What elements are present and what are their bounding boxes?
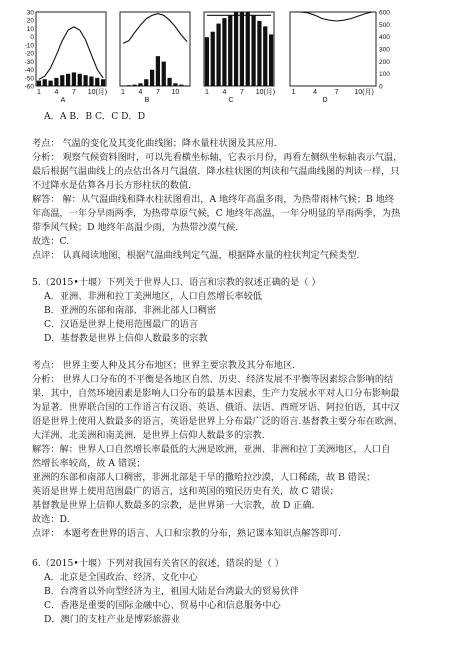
chart-d-precip-tick: 300: [379, 46, 390, 54]
chart-b-precip-bar: [156, 56, 160, 86]
chart-c-precip-bar: [228, 15, 232, 86]
chart-d-x-tick: 4: [313, 89, 318, 96]
q5-option-d: D．基督教是世界上信仰人数最多的宗教: [44, 333, 208, 344]
chart-d-temperature-line: [294, 12, 373, 21]
climate-charts-svg: [14, 6, 459, 106]
q5-option-a: A．亚洲、非洲和拉丁美洲地区，人口自然增长率较低: [44, 291, 262, 302]
chart-a-temp-tick: -10: [24, 42, 34, 50]
chart-a-x-tick: 7: [71, 89, 76, 96]
chart-d-frame: [290, 12, 376, 86]
chart-a-precip-bar: [37, 81, 41, 86]
chart-b-x-tick: 4: [138, 89, 143, 96]
chart-b-precip-bar: [150, 70, 154, 86]
chart-a-precip-bar: [43, 79, 47, 86]
chart-c-x-tick: 7: [239, 89, 244, 96]
chart-c-x-tick: 4: [222, 89, 227, 96]
q6-option-a: A．北京是全国政治、经济、文化中心: [44, 572, 198, 583]
q6-stem: 6.（2015•十堰）下列对我国有关省区的叙述，错误的是（ ）: [32, 558, 284, 569]
chart-d-precip-tick: 600: [379, 9, 390, 17]
answer-options: A．A B．B C．C D．D: [44, 111, 146, 122]
chart-b-x-tick: 10: [171, 89, 180, 96]
chart-b-precip-bar: [173, 83, 177, 86]
chart-d-precip-tick: 200: [379, 58, 390, 66]
chart-a-frame: [36, 12, 106, 86]
chart-a-precip-bar: [89, 77, 93, 86]
q5-kaodian: 考点： 世界主要人种及其分布地区；世界主要宗教及其分布地区.: [32, 360, 296, 371]
chart-a-temp-tick: -20: [24, 50, 34, 58]
chart-a-precip-bar: [78, 74, 82, 86]
chart-b-precip-bar: [144, 79, 148, 86]
q5-stem: 5.（2015•十堰）下列关于世界人口、语言和宗教的叙述正确的是（ ）: [32, 277, 321, 288]
chart-d-precip-tick: 100: [379, 71, 390, 79]
q4-jieda-2: 年高温，一年分旱雨两季，为热带草原气候，C 地终年高温，一年分明显的旱雨两季，为热: [32, 208, 401, 219]
chart-c-precip-bar: [251, 15, 255, 86]
q6-option-c: C．香港是重要的国际金融中心、贸易中心和信息服务中心: [44, 600, 281, 611]
chart-a-precip-bar: [60, 75, 64, 86]
chart-a-label: A: [60, 97, 66, 104]
q4-jieda-1: 解答： 解：从气温曲线和降水柱状图看出，A 地终年高温多雨，为热带雨林气候；B 地终: [32, 194, 395, 205]
chart-b-precip-bar: [127, 85, 131, 86]
chart-c-precip-bar: [222, 18, 226, 86]
chart-a-precip-bar: [95, 78, 99, 86]
q5-fenxi-2: 果．其中，自然环境因素是影响人口分布的最基本因素，生产力发展水平对人口分布影响最: [32, 388, 400, 399]
chart-c-label: C: [228, 97, 234, 104]
chart-d-label: D: [322, 97, 328, 104]
chart-b-precip-bar: [132, 85, 136, 86]
chart-a-temp-tick: -50: [24, 75, 34, 83]
chart-a-precip-bar: [54, 78, 58, 86]
chart-d-x-tick: 10(月): [354, 89, 374, 96]
q4-dianping: 点评： 认真阅读地图，根据气温曲线判定气温，根据降水量的柱状判定气候类型.: [32, 250, 360, 261]
chart-d-x-tick: 1: [291, 89, 296, 96]
chart-b-frame: [120, 12, 190, 86]
q5-answer: 故选：D.: [32, 514, 70, 525]
chart-a-x-tick: 4: [54, 89, 59, 96]
chart-b-label: B: [144, 97, 150, 104]
q5-fenxi-3: 为显著．世界联合国的工作语言有汉语、英语、俄语、法语、西班牙语、阿拉伯语，其中汉: [32, 402, 400, 413]
q4-fenxi-2: 最后根据气温曲线上的点估出各月气温值．降水柱状图的判读和气温曲线图的判读一样，只: [32, 166, 400, 177]
q5-jieda-5: 基督教是世界上信仰人数最多的宗教，是世界第一大宗教，故 D 正确.: [32, 500, 315, 511]
chart-d-precip-tick: 500: [379, 21, 390, 29]
chart-c-precip-bar: [246, 12, 250, 86]
q6-option-d: D．澳门的支柱产业是博彩旅游业: [44, 614, 180, 625]
chart-d-precip-tick: 0: [379, 83, 383, 91]
chart-a-precip-bar: [66, 74, 70, 86]
chart-c-precip-bar: [240, 12, 244, 86]
chart-b-x-tick: 1: [120, 89, 125, 96]
chart-c-precip-bar: [263, 26, 267, 86]
chart-a-temp-tick: -40: [24, 67, 34, 75]
chart-c-precip-bar: [205, 37, 209, 86]
q5-jieda-3: 亚洲的东部和南部人口稠密，非洲北部是干旱的撒哈拉沙漠，人口稀疏，故 B 错误；: [32, 472, 376, 483]
chart-d-x-tick: 7: [334, 89, 339, 96]
chart-a-temp-tick: -60: [24, 83, 34, 91]
chart-a-temp-tick: 10: [26, 25, 34, 33]
q4-answer: 故选：C.: [32, 236, 70, 247]
chart-d-precip-tick: 400: [379, 34, 390, 42]
chart-a-temp-tick: 30: [26, 9, 34, 17]
q5-fenxi-5: 大洋洲、北美洲和南美洲．是世界上信仰人数最多的宗教.: [32, 430, 265, 441]
q4-fenxi-3: 不过降水是估算各月长方形柱状的数值.: [32, 180, 192, 191]
q5-dianping: 点评： 本题考查世界的语言、人口和宗教的分布，熟记课本知识点解答即可.: [32, 528, 342, 539]
q4-kaodian: 考点： 气温的变化及其变化曲线图；降水量柱状图及其应用.: [32, 138, 277, 149]
chart-a-precip-bar: [83, 75, 87, 86]
chart-c-precip-bar: [257, 21, 261, 86]
chart-c-precip-bar: [234, 12, 238, 86]
chart-a-precip-bar: [48, 81, 52, 86]
chart-b-precip-bar: [185, 85, 189, 86]
chart-a-precip-bar: [72, 72, 76, 86]
chart-b-precip-bar: [167, 78, 171, 86]
q5-fenxi-4: 语是世界上使用人数最多的语言，英语是世界上分布最广泛的语言.基督教主要分布在欧洲、: [32, 416, 403, 427]
q5-fenxi-1: 分析： 世界人口分布的不平衡是各地区自然、历史、经济发展不平衡等因素综合影响的结: [32, 374, 394, 385]
q4-jieda-3: 带季风气候；D 地终年高温少雨，为热带沙漠气候.: [32, 222, 239, 233]
chart-c-x-tick: 1: [204, 89, 209, 96]
chart-a-precip-bar: [101, 79, 105, 86]
q4-fenxi-1: 分析： 观察气候资料图时，可以先看横坐标轴，它表示月份，再看左侧纵坐标轴表示气温，: [32, 152, 403, 163]
chart-a-temp-tick: 0: [30, 34, 34, 42]
chart-a-temperature-line: [39, 27, 103, 80]
chart-b-precip-bar: [121, 85, 125, 86]
chart-b-precip-bar: [162, 62, 166, 86]
chart-a-temp-tick: -30: [24, 58, 34, 66]
chart-b-temperature-line: [123, 14, 187, 44]
climate-charts: [14, 6, 459, 106]
chart-c-precip-bar: [269, 34, 273, 86]
chart-b-x-tick: 7: [155, 89, 160, 96]
chart-a-temp-tick: 20: [26, 17, 34, 25]
chart-a-x-tick: 1: [36, 89, 41, 96]
chart-c-x-tick: 10(月): [255, 89, 276, 96]
q5-jieda-2: 然增长率较高，故 A 错误；: [32, 458, 146, 469]
chart-b-precip-bar: [138, 83, 142, 86]
chart-c-precip-bar: [211, 32, 215, 86]
q6-option-b: B．台湾省以外向型经济为主，祖国大陆是台湾最大的贸易伙伴: [44, 586, 299, 597]
q5-option-b: B．亚洲的东部和南部、非洲北部人口稠密: [44, 305, 217, 316]
q5-jieda-4: 英语是世界上使用范围最广的语言，这和英国的殖民历史有关，故 C 错误；: [32, 486, 339, 497]
q5-jieda-1: 解答：解：世界人口自然增长率最低的大洲是欧洲，亚洲、非洲和拉丁美洲地区，人口自: [32, 444, 391, 455]
chart-a-x-tick: 10(月): [87, 89, 108, 96]
chart-c-precip-bar: [216, 24, 220, 86]
chart-b-precip-bar: [179, 85, 183, 86]
q5-option-c: C．汉语是世界上使用范围最广的语言: [44, 319, 199, 330]
